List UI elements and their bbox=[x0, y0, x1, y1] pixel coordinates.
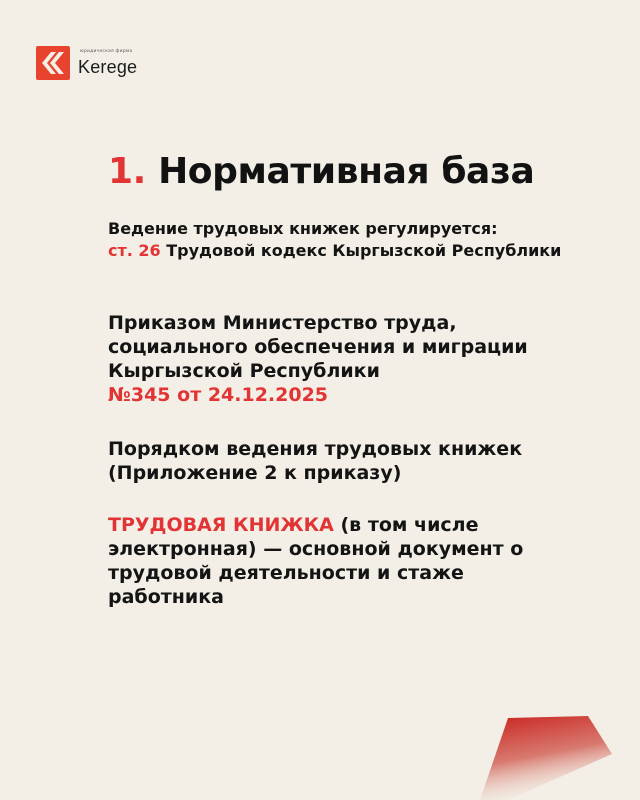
logo-name: Kerege bbox=[78, 56, 138, 77]
workbook-definition-paragraph bbox=[108, 513, 568, 610]
title-text: Нормативная база bbox=[158, 151, 535, 192]
workbook-definition-text: (в том числе электронная) — основной документ о трудовой деятельности и стаже работника bbox=[108, 514, 524, 609]
regulation-intro-line: Ведение трудовых книжек регулируется: bbox=[108, 219, 498, 238]
order-reference: №345 от 24.12.2025 bbox=[108, 384, 329, 407]
logo-subtitle: юридическая фирма bbox=[80, 49, 133, 55]
article-reference: ст. 26 bbox=[108, 241, 161, 261]
title-number: 1. bbox=[108, 151, 146, 192]
page-title bbox=[108, 152, 534, 192]
logo-text bbox=[78, 50, 137, 76]
ministry-order-paragraph bbox=[108, 311, 568, 408]
decorative-corner-shape bbox=[480, 716, 640, 800]
ministry-order-text: Приказом Министерство труда, социального обеспечения и миграции Кыргызской Республики bbox=[108, 312, 528, 383]
regulation-intro bbox=[108, 218, 568, 263]
kerege-chevron-logo-icon bbox=[36, 46, 70, 80]
workbook-highlight: ТРУДОВАЯ КНИЖКА bbox=[108, 514, 334, 536]
brand-logo bbox=[36, 46, 137, 80]
labor-code-text: Трудовой кодекс Кыргызской Республики bbox=[166, 241, 562, 261]
procedure-paragraph bbox=[108, 437, 568, 485]
procedure-text: Порядком ведения трудовых книжек (Приложение 2 к приказу) bbox=[108, 438, 523, 485]
